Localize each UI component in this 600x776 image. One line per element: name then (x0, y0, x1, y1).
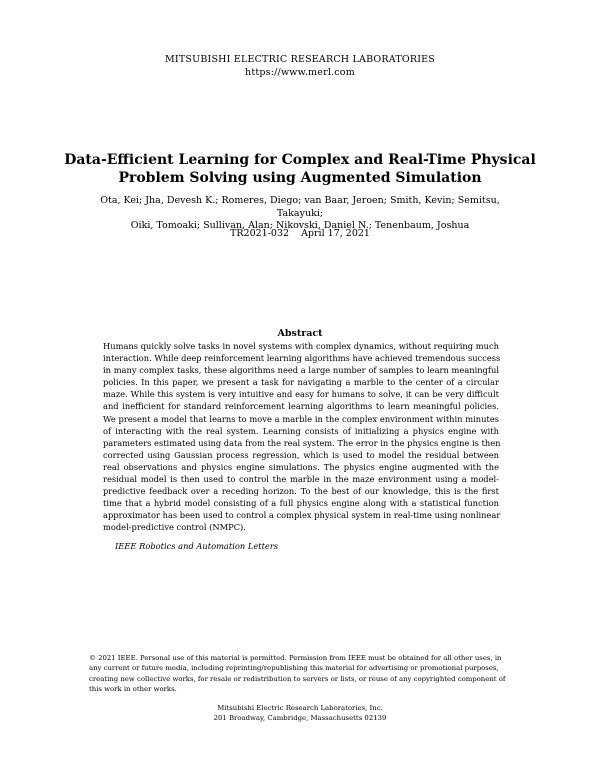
abstract-line: Humans quickly solve tasks in novel systems with complex dynamics, without requiring much (103, 341, 499, 351)
abstract-text (103, 340, 499, 534)
report-info (0, 228, 600, 239)
abstract-line: corrected using Gaussian process regression, which is used to model the residual between (103, 449, 499, 460)
lab-url[interactable]: https://www.merl.com (245, 67, 355, 78)
abstract-heading: Abstract (277, 328, 323, 339)
lab-name: MITSUBISHI ELECTRIC RESEARCH LABORATORIES (164, 54, 435, 65)
paper-title-line: Problem Solving using Augmented Simulation (118, 170, 482, 186)
report-date: April 17, 2021 (301, 228, 370, 239)
abstract-line: policies. In this paper, we present a task for navigating a marble to the center of a circular (103, 377, 499, 388)
abstract-line: We present a model that learns to move a marble in the complex environment within minutes (103, 413, 499, 424)
paper-title-line: Data-Efficient Learning for Complex and Real-Time Physical (64, 152, 536, 168)
abstract-line: and inefficient for standard reinforcement learning algorithms to learn meaningful policies. (103, 401, 499, 412)
report-number: TR2021-032 (230, 228, 290, 239)
abstract-line: time that a hybrid model consisting of a full physics engine along with a statistical function (103, 498, 499, 509)
abstract-line: model-predictive control (NMPC). (103, 522, 246, 533)
address-line: 201 Broadway, Cambridge, Massachusetts 02139 (213, 714, 387, 722)
copyright-line: any current or future media, including reprinting/republishing this material for advertising or promotional purposes, (89, 664, 499, 673)
copyright-notice (89, 653, 511, 694)
abstract-line: maze. While this system is very intuitive and easy for humans to solve, it can be very difficult (103, 389, 499, 400)
publication-venue: IEEE Robotics and Automation Letters (115, 541, 279, 551)
abstract-line: residual model is then used to control the marble in the maze environment using a model- (103, 474, 499, 485)
copyright-line: creating new collective works, for resale or redistribution to servers or lists, or reuse of any copyrighted component of (89, 674, 506, 683)
author-list (76, 195, 524, 233)
abstract-line: in many complex tasks, these algorithms need a large number of samples to learn meaningful (103, 365, 499, 376)
abstract-line: real observations and physics engine simulations. The physics engine augmented with the (103, 461, 499, 472)
abstract-line: interaction. While deep reinforcement learning algorithms have achieved tremendous success (103, 353, 501, 364)
author-line: Ota, Kei; Jha, Devesh K.; Romeres, Diego; van Baar, Jeroen; Smith, Kevin; Semitsu, Takayuki; (100, 195, 500, 219)
abstract-line: predictive feedback over a receding horizon. To the best of our knowledge, this is the first (103, 486, 499, 497)
address-line: Mitsubishi Electric Research Laboratories, Inc. (217, 704, 383, 712)
copyright-line: © 2021 IEEE. Personal use of this material is permitted. Permission from IEEE must be obtained for all other uses, in (89, 654, 502, 662)
copyright-line: this work in other works. (89, 684, 177, 693)
abstract-line: parameters estimated using data from the real system. The error in the physics engine is then (103, 437, 501, 448)
lab-address (0, 703, 600, 723)
paper-title (60, 151, 540, 187)
abstract-line: of interacting with the real system. Learning consists of initializing a physics engine with (103, 425, 499, 436)
author-line: Oiki, Tomoaki; Sullivan, Alan; Nikovski, Daniel N.; Tenenbaum, Joshua (130, 220, 470, 231)
abstract-line: approximator has been used to control a complex physical system in real-time using nonlinear (103, 510, 501, 521)
